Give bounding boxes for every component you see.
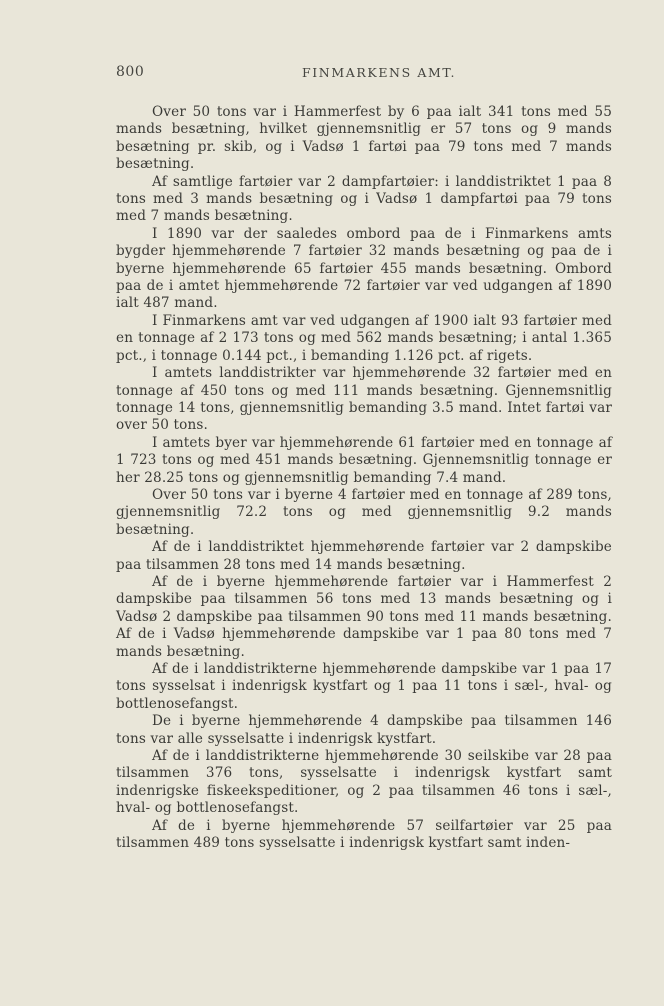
paragraph: Af de i landdistrikterne hjemmehørende 30 seilskibe var 28 paa tilsammen 376 tons, sysselsatte i indenrigsk kystfart samt indenrigske fiskeekspeditioner, og 2 paa tilsammen 46 tons i sæl-, hval- og bottlenosefangst.	[116, 748, 612, 817]
paragraph: Af samtlige fartøier var 2 dampfartøier: i landdistriktet 1 paa 8 tons med 3 mands besætning og i Vadsø 1 dampfartøi paa 79 tons med 7 mands besætning.	[116, 173, 612, 225]
paragraph: I 1890 var der saaledes ombord paa de i Finmarkens amts bygder hjemmehørende 7 fartøier 32 mands besætning og paa de i byerne hjemmehørende 65 fartøier 455 mands besætning. Ombord paa de i amtet hjemmehørende 72 fartøier var ved udgangen af 1890 ialt 487 mand.	[116, 225, 612, 312]
paragraph: I Finmarkens amt var ved udgangen af 1900 ialt 93 fartøier med en tonnage af 2 173 tons og med 562 mands besætning; i antal 1.365 pct., i tonnage 0.144 pct., i bemanding 1.126 pct. af rigets.	[116, 312, 612, 364]
paragraph: Af de i byerne hjemmehørende 57 seilfartøier var 25 paa tilsammen 489 tons sysselsatte i indenrigsk kystfart samt inden-	[116, 817, 612, 852]
paragraph: I amtets byer var hjemmehørende 61 fartøier med en tonnage af 1 723 tons og med 451 mands besætning. Gjennemsnitlig tonnage er her 28.25 tons og gjennemsnitlig bemanding 7.4 mand.	[116, 434, 612, 486]
paragraph: Over 50 tons var i Hammerfest by 6 paa ialt 341 tons med 55 mands besætning, hvilket gjennemsnitlig er 57 tons og 9 mands besætning pr. skib, og i Vadsø 1 fartøi paa 79 tons med 7 mands besætning.	[116, 104, 612, 173]
paragraph: Over 50 tons var i byerne 4 fartøier med en tonnage af 289 tons, gjennemsnitlig 72.2 tons og med gjennemsnitlig 9.2 mands besætning.	[116, 486, 612, 538]
page-header	[116, 64, 612, 84]
body-text	[116, 104, 612, 852]
paragraph: De i byerne hjemmehørende 4 dampskibe paa tilsammen 146 tons var alle sysselsatte i indenrigsk kystfart.	[116, 713, 612, 747]
page-number: 800	[116, 64, 145, 80]
paragraph: Af de i landdistrikterne hjemmehørende dampskibe var 1 paa 17 tons sysselsat i indenrigsk kystfart og 1 paa 11 tons i sæl-, hval- og bottlenosefangst.	[116, 661, 612, 712]
paragraph: Af de i landdistriktet hjemmehørende fartøier var 2 dampskibe paa tilsammen 28 tons med 14 mands besætning.	[116, 539, 612, 573]
running-title: FINMARKENS AMT.	[302, 65, 457, 80]
paragraph: I amtets landdistrikter var hjemmehørende 32 fartøier med en tonnage af 450 tons og med 111 mands besætning. Gjennemsnitlig tonnage 14 tons, gjennemsnitlig bemanding 3.5 mand. Intet fartøi var over 50 tons.	[116, 365, 612, 434]
paragraph: Af de i byerne hjemmehørende fartøier var i Hammerfest 2 dampskibe paa tilsammen 56 tons med 13 mands besætning og i Vadsø 2 dampskibe paa tilsammen 90 tons med 11 mands besætning. Af de i Vadsø hjemmehørende dampskibe var 1 paa 80 tons med 7 mands besætning.	[116, 573, 612, 660]
